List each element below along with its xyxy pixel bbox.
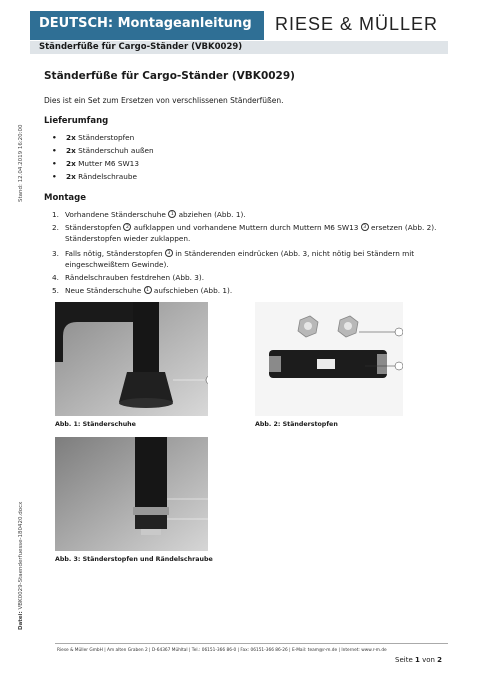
marker-icon: 3 [361,223,369,231]
brand-logo: RIESE & MÜLLER [275,14,439,34]
delivery-heading: Lieferumfang [44,116,109,126]
step-item: 1. Vorhandene Ständerschuhe 1 abziehen (Abb. 1). [52,210,246,219]
list-item: • 2x Ständerschuh außen [52,146,154,155]
marker-icon: 3 [165,249,173,257]
marker-icon: 2 [123,223,131,231]
side-file-name: Datei: VBK0029-Staenderfuesse-180420.docx [18,501,24,630]
list-item: • 2x Rändelschraube [52,172,137,181]
marker-icon: 1 [168,210,176,218]
step-item: 4. Rändelschrauben festdrehen (Abb. 3). [52,273,205,282]
figure-2-caption: Abb. 2: Ständerstopfen [255,421,338,428]
side-stand-date: Stand: 12.04.2019 16:20:00 [18,124,24,202]
step-item: 2. Ständerstopfen 2 aufklappen und vorhandene Muttern durch Muttern M6 SW13 3 ersetzen (Abb. 2). Ständerstopfen wieder zuklappen. [52,223,437,243]
page-number: Seite 1 von 2 [395,656,443,664]
list-item: • 2x Mutter M6 SW13 [52,159,139,168]
list-item: • 2x Ständerstopfen [52,133,135,142]
figure-1-caption: Abb. 1: Ständerschuhe [55,421,136,428]
footer-divider [55,643,448,644]
page-title: Ständerfüße für Cargo-Ständer (VBK0029) [44,70,295,82]
marker-icon: 1 [144,286,152,294]
intro-text: Dies ist ein Set zum Ersetzen von verschlissenen Ständerfüßen. [44,96,284,105]
step-item: 3. Falls nötig, Ständerstopfen 3 in Ständerenden eindrücken (Abb. 3, nicht nötig bei Ständern mit eingeschweißtem Gewinde). [52,249,415,269]
header-title: DEUTSCH: Montageanleitung [39,16,252,31]
assembly-heading: Montage [44,193,86,203]
footer-address: Riese & Müller GmbH | Am alten Graben 2 | D-64367 Mühltal | Tel.: 06151-366 86-0 | Fax: 06151-366 86-26 | E-Mail: team@r-m.de | Internet: www.r-m.de [57,648,387,653]
figure-3-caption: Abb. 3: Ständerstopfen und Rändelschraube [55,556,213,563]
step-item: 5. Neue Ständerschuhe 1 aufschieben (Abb. 1). [52,286,233,295]
header-subtitle: Ständerfüße für Cargo-Ständer (VBK0029) [39,42,243,52]
figure-3-photo [55,437,208,551]
figure-2-photo [255,302,403,416]
figure-1-photo [55,302,208,416]
